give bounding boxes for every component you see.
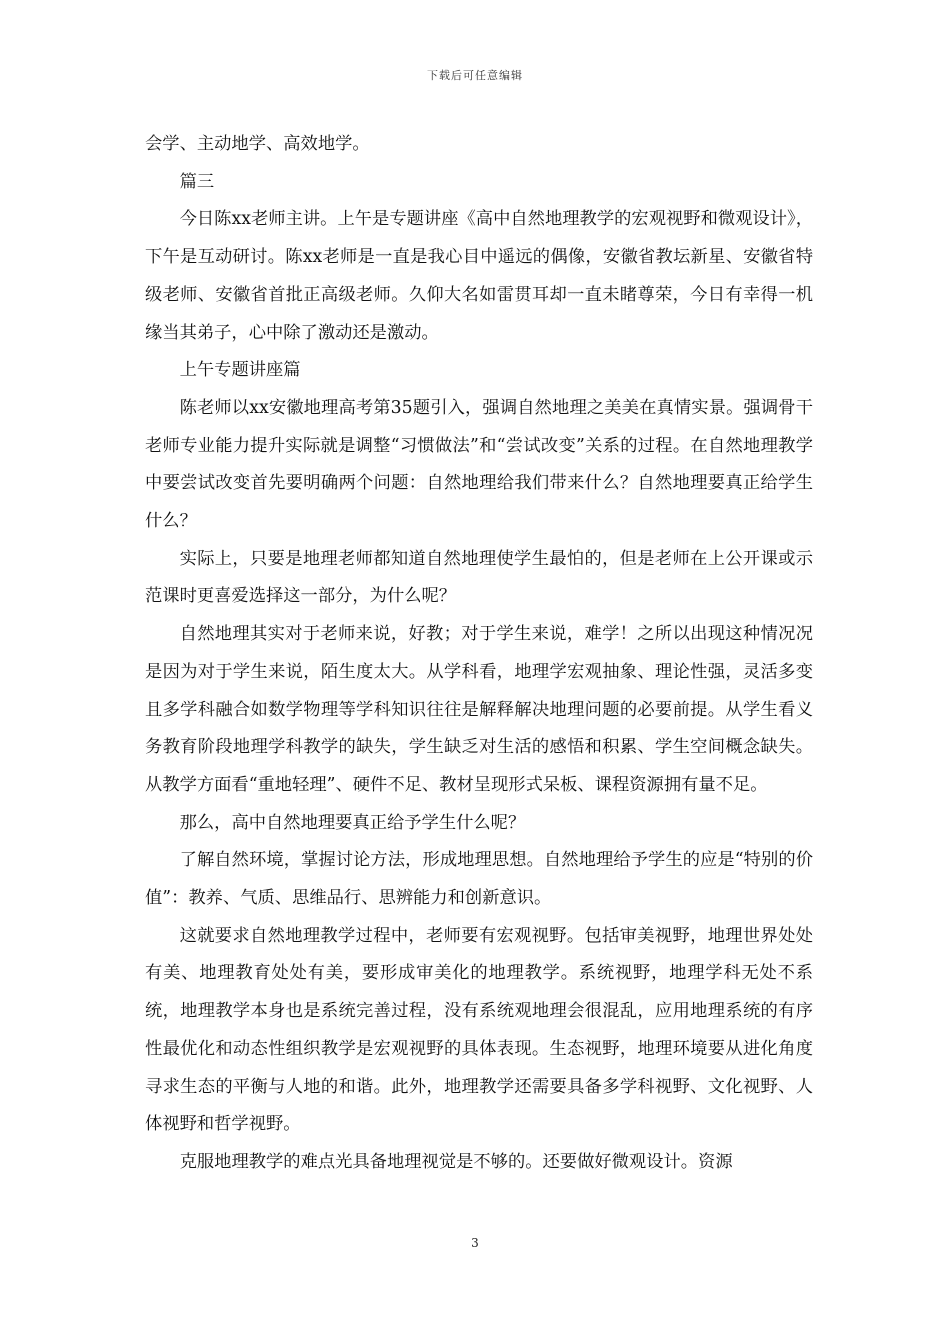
paragraph: 今日陈xx老师主讲。上午是专题讲座《高中自然地理教学的宏观视野和微观设计》，下午是互动研讨。陈xx老师是一直是我心目中遥远的偶像，安徽省教坛新星、安徽省特级老师、安徽省首批正高级老师。久仰大名如雷贯耳却一直未睹尊荣，今日有幸得一机缘当其弟子，心中除了激动还是激动。	[145, 209, 813, 343]
paragraph: 陈老师以xx安徽地理高考第35题引入，强调自然地理之美美在真情实景。强调骨干老师专业能力提升实际就是调整“习惯做法”和“尝试改变”关系的过程。在自然地理教学中要尝试改变首先要明确两个问题：自然地理给我们带来什么？自然地理要真正给学生什么？	[145, 397, 813, 532]
page-number: 3	[471, 1236, 479, 1250]
document-body	[145, 126, 813, 1182]
paragraph: 自然地理其实对于老师来说，好教；对于学生来说，难学！之所以出现这种情况况是因为对于学生来说，陌生度太大。从学科看，地理学宏观抽象、理论性强，灵活多变且多学科融合如数学物理等学科知识往往是解释解决地理问题的必要前提。从学生看义务教育阶段地理学科教学的缺失，学生缺乏对生活的感悟和积累、学生空间概念缺失。从教学方面看“重地轻理”、硬件不足、教材呈现形式呆板、课程资源拥有量不足。	[145, 624, 813, 795]
paragraph: 那么，高中自然地理要真正给予学生什么呢？	[179, 812, 526, 833]
paragraph: 会学、主动地学、高效地学。	[145, 134, 370, 154]
paragraph: 这就要求自然地理教学过程中，老师要有宏观视野。包括审美视野，地理世界处处有美、地理教育处处有美，要形成审美化的地理教学。系统视野，地理学科无处不系统，地理教学本身也是系统完善过程，没有系统观地理会很混乱，应用地理系统的有序性最优化和动态性组织教学是宏观视野的具体表现。生态视野，地理环境要从进化角度寻求生态的平衡与人地的和谐。此外，地理教学还需要具备多学科视野、文化视野、人体视野和哲学视野。	[145, 925, 813, 1135]
paragraph: 克服地理教学的难点光具备地理视觉是不够的。还要做好微观设计。资源	[179, 1151, 733, 1172]
paragraph: 实际上，只要是地理老师都知道自然地理使学生最怕的，但是老师在上公开课或示范课时更喜爱选择这一部分，为什么呢？	[145, 548, 813, 607]
section-heading: 篇三	[179, 171, 215, 192]
page-header-note: 下载后可任意编辑	[427, 69, 523, 82]
paragraph: 了解自然环境，掌握讨论方法，形成地理思想。自然地理给予学生的应是“特别的价值”：教养、气质、思维品行、思辨能力和创新意识。	[145, 850, 813, 909]
section-heading: 上午专题讲座篇	[179, 360, 301, 381]
